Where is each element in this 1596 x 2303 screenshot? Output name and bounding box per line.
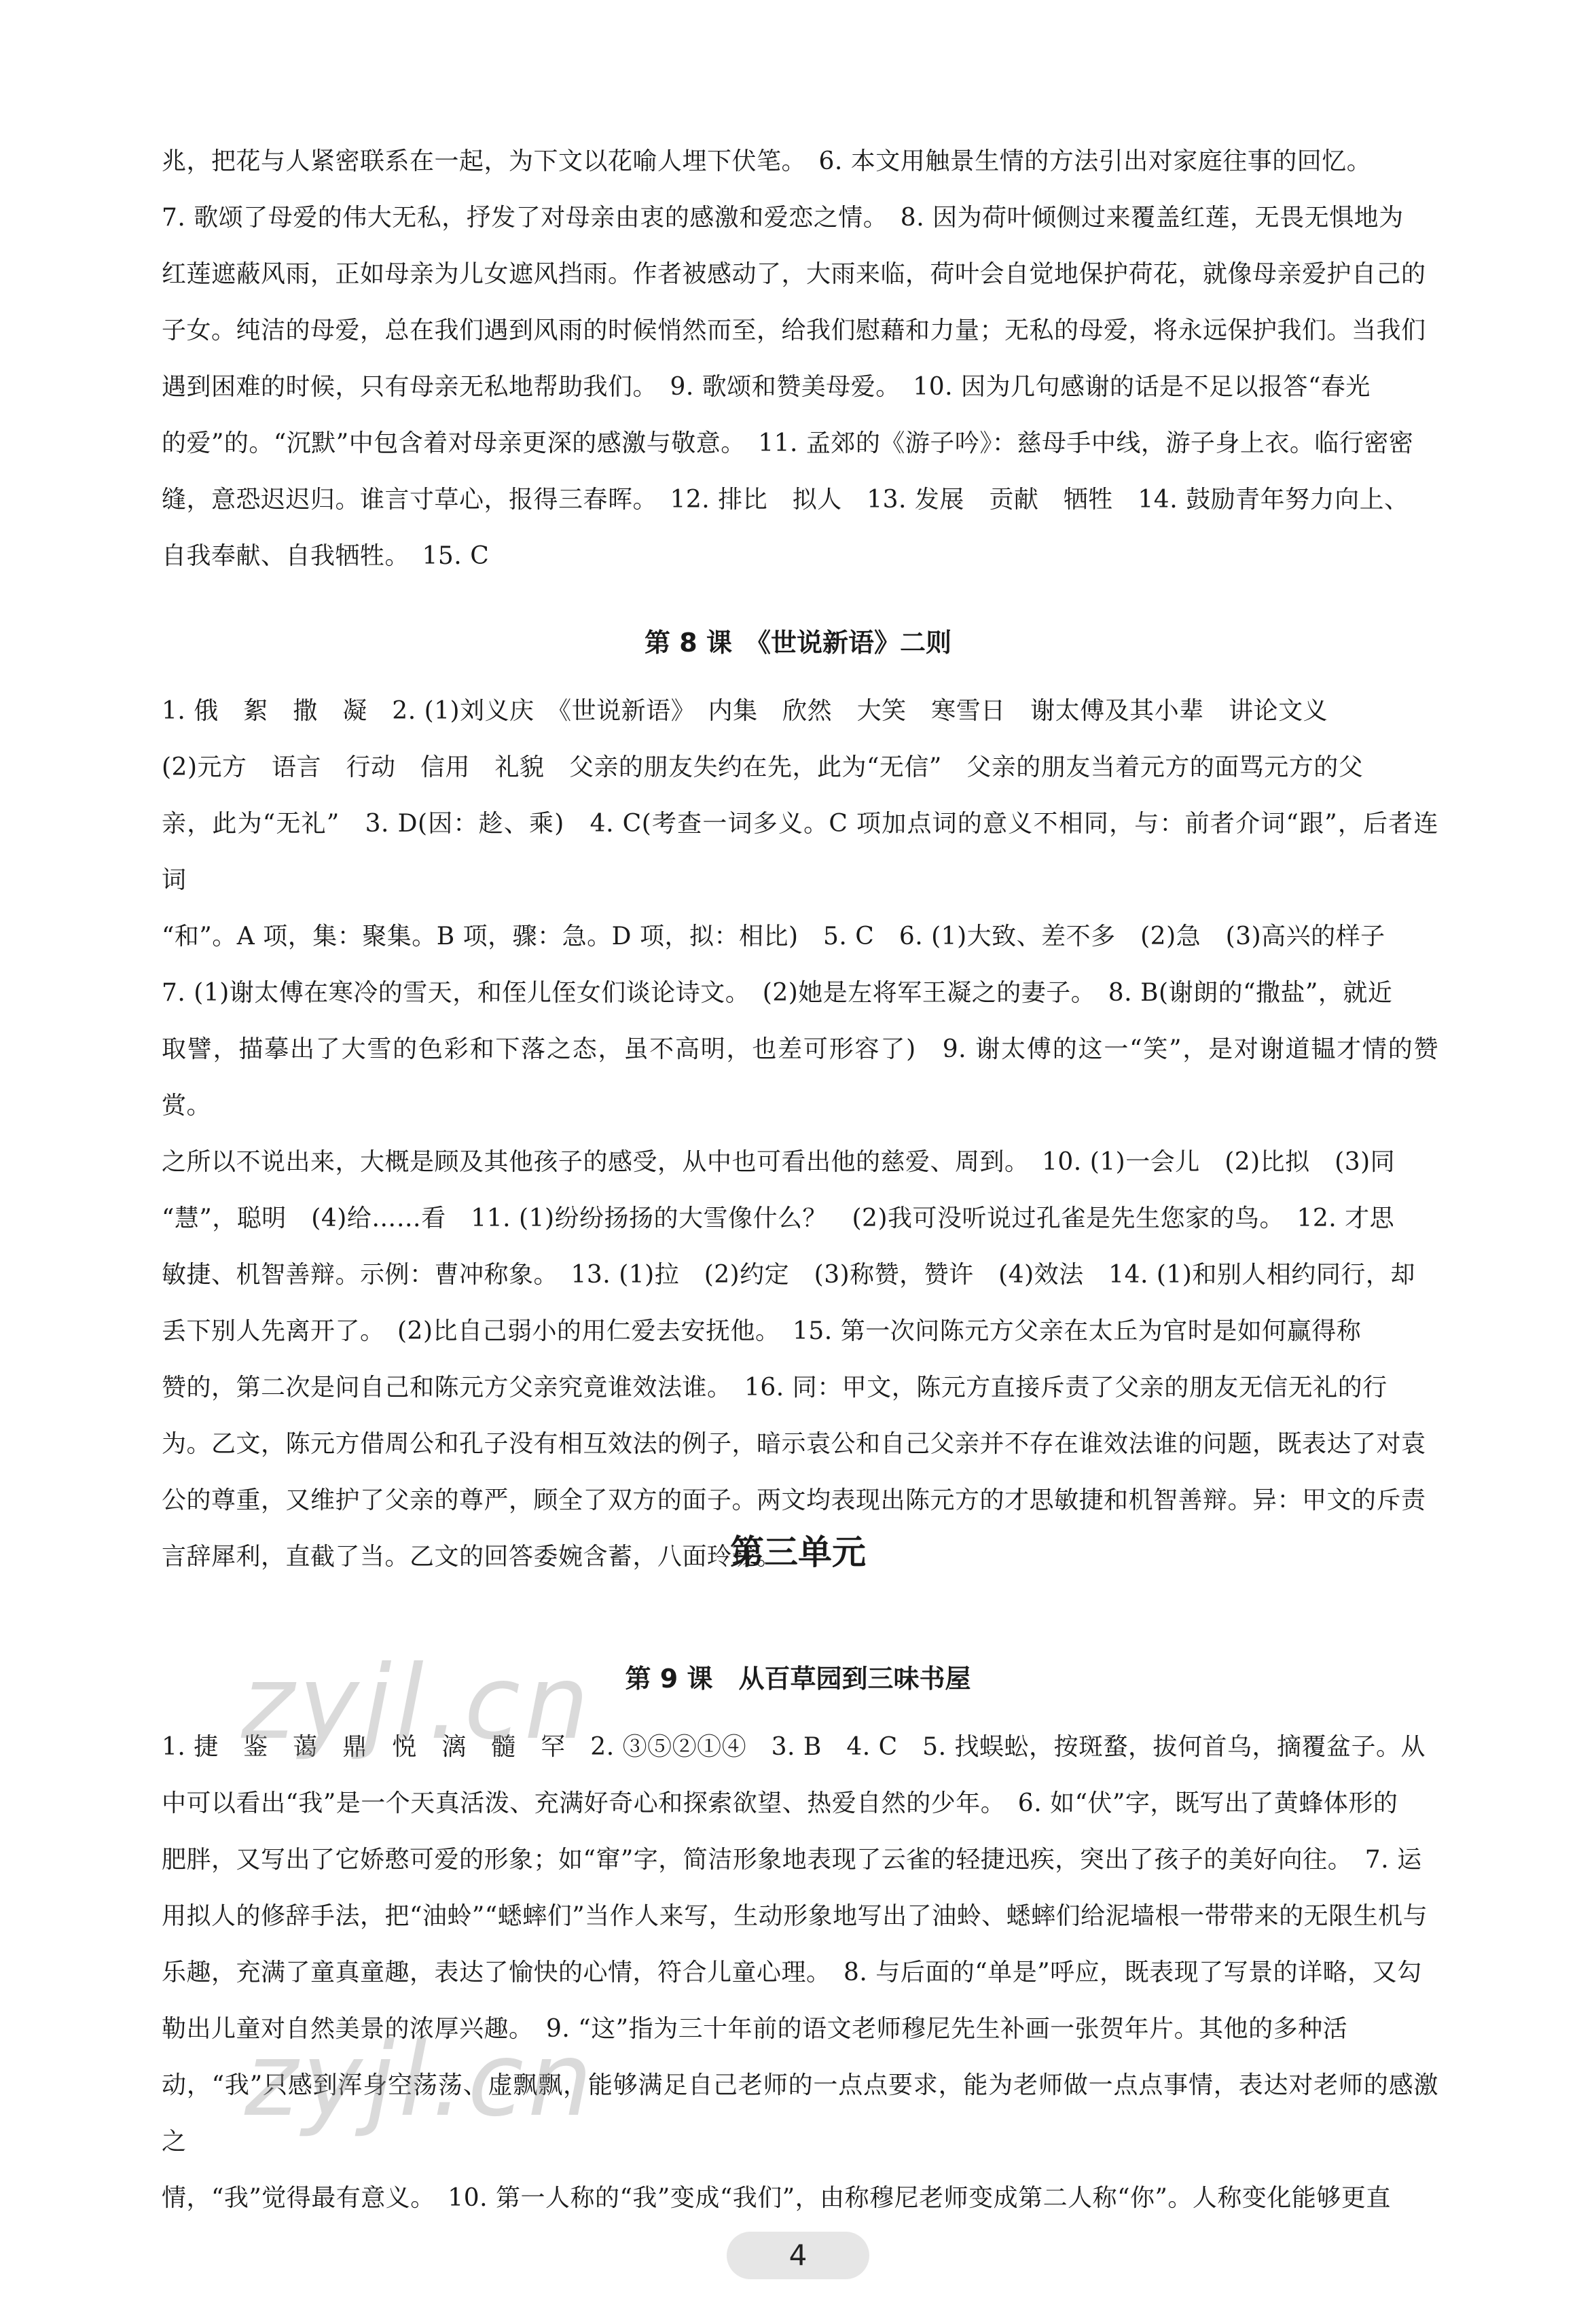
text-line: 亲，此为“无礼” 3. D(因：趁、乘) 4. C(考查一词多义。C 项加点词的意义不相同，与：前者介词“跟”，后者连词 (162, 810, 1438, 894)
text-line: 动，“我”只感到浑身空荡荡、虚飘飘，能够满足自己老师的一点点要求，能为老师做一点点事情，表达对老师的感激之 (162, 2071, 1438, 2156)
text-line: 7. 歌颂了母爱的伟大无私，抒发了对母亲由衷的感激和爱恋之情。 8. 因为荷叶倾侧过来覆盖红莲，无畏无惧地为 (162, 204, 1404, 232)
lesson-9-title: 第 9 课 从百草园到三味书屋 (625, 1664, 971, 1694)
text-line: 遇到困难的时候，只有母亲无私地帮助我们。 9. 歌颂和赞美母爱。 10. 因为几句感谢的话是不足以报答“春光 (162, 373, 1371, 401)
watermark: zyjl.cn (241, 1644, 594, 1762)
text-line: 乐趣，充满了童真童趣，表达了愉快的心情，符合儿童心理。 8. 与后面的“单是”呼应，既表现了写景的详略，又勾 (162, 1959, 1422, 1986)
text-line: 情，“我”觉得最有意义。 10. 第一人称的“我”变成“我们”，由称穆尼老师变成第二人称“你”。人称变化能够更直 (162, 2184, 1391, 2212)
text-line: (2)元方 语言 行动 信用 礼貌 父亲的朋友失约在先，此为“无信” 父亲的朋友当着元方的面骂元方的父 (162, 753, 1364, 781)
text-line: 缝，意恐迟迟归。谁言寸草心，报得三春晖。 12. 排比 拟人 13. 发展 贡献 牺牲 14. 鼓励青年努力向上、 (162, 486, 1409, 514)
text-line: “慧”，聪明 (4)给……看 11. (1)纷纷扬扬的大雪像什么？ (2)我可没听说过孔雀是先生您家的鸟。 12. 才思 (162, 1204, 1395, 1232)
text-line: 子女。纯洁的母爱，总在我们遇到风雨的时候悄然而至，给我们慰藉和力量；无私的母爱，将永远保护我们。当我们 (162, 317, 1426, 344)
unit-3-title: 第三单元 (730, 1533, 866, 1572)
text-line: 7. (1)谢太傅在寒冷的雪天，和侄儿侄女们谈论诗文。 (2)她是左将军王凝之的妻子。 8. B(谢朗的“撒盐”，就近 (162, 979, 1393, 1007)
lesson-8-answers (162, 683, 1438, 1585)
text-line: 1. 俄 絮 撒 凝 2. (1)刘义庆 《世说新语》 内集 欣然 大笑 寒雪日 谢太傅及其小辈 讲论文义 (162, 697, 1328, 725)
text-line: 言辞犀利，直截了当。乙文的回答委婉含蓄，八面玲珑。 (162, 1543, 782, 1571)
text-line: 自我奉献、自我牺牲。 15. C (162, 542, 490, 570)
text-line: “和”。A 项，集：聚集。B 项，骤：急。D 项，拟：相比) 5. C 6. (1)大致、差不多 (2)急 (3)高兴的样子 (162, 923, 1385, 950)
text-line: 中可以看出“我”是一个天真活泼、充满好奇心和探索欲望、热爱自然的少年。 6. 如“伏”字，既写出了黄蜂体形的 (162, 1789, 1398, 1817)
text-line: 兆，把花与人紧密联系在一起，为下文以花喻人埋下伏笔。 6. 本文用触景生情的方法引出对家庭往事的回忆。 (162, 147, 1372, 175)
text-line: 赞的，第二次是问自己和陈元方父亲究竟谁效法谁。 16. 同：甲文，陈元方直接斥责了父亲的朋友无信无礼的行 (162, 1374, 1388, 1402)
text-line: 红莲遮蔽风雨，正如母亲为儿女遮风挡雨。作者被感动了，大雨来临，荷叶会自觉地保护荷花，就像母亲爱护自己的 (162, 260, 1426, 288)
text-line: 的爱”的。“沉默”中包含着对母亲更深的感激与敬意。 11. 孟郊的《游子吟》：慈母手中线，游子身上衣。临行密密 (162, 429, 1414, 457)
text-line: 肥胖，又写出了它娇憨可爱的形象；如“窜”字，简洁形象地表现了云雀的轻捷迅疾，突出了孩子的美好向往。 7. 运 (162, 1846, 1422, 1874)
text-line: 1. 捷 鉴 蔼 鼎 悦 漓 髓 罕 2. ③⑤②①④ 3. B 4. C 5. 找蜈蚣，按斑蝥，拔何首乌，摘覆盆子。从 (162, 1733, 1426, 1761)
watermark: zyjl.cn (244, 2021, 597, 2139)
text-line: 勒出儿童对自然美景的浓厚兴趣。 9. “这”指为三十年前的语文老师穆尼先生补画一张贺年片。其他的多种活 (162, 2015, 1348, 2043)
intro-answers (162, 133, 1438, 584)
page-number: 4 (727, 2232, 869, 2279)
lesson-9-answers (162, 1719, 1438, 2226)
text-line: 为。乙文，陈元方借周公和孔子没有相互效法的例子，暗示袁公和自己父亲并不存在谁效法谁的问题，既表达了对袁 (162, 1430, 1426, 1458)
text-line: 用拟人的修辞手法，把“油蛉”“蟋蟀们”当作人来写，生动形象地写出了油蛉、蟋蟀们给泥墙根一带带来的无限生机与 (162, 1902, 1428, 1930)
text-line: 取譬，描摹出了大雪的色彩和下落之态，虽不高明，也差可形容了) 9. 谢太傅的这一“笑”，是对谢道韫才情的赞赏。 (162, 1035, 1438, 1120)
text-line: 丢下别人先离开了。 (2)比自己弱小的用仁爱去安抚他。 15. 第一次问陈元方父亲在太丘为官时是如何赢得称 (162, 1317, 1362, 1345)
text-line: 敏捷、机智善辩。示例：曹冲称象。 13. (1)拉 (2)约定 (3)称赞，赞许 (4)效法 14. (1)和别人相约同行，却 (162, 1261, 1415, 1289)
text-line: 公的尊重，又维护了父亲的尊严，顾全了双方的面子。两文均表现出陈元方的才思敏捷和机智善辩。异：甲文的斥责 (162, 1486, 1426, 1514)
lesson-8-title: 第 8 课 《世说新语》二则 (645, 628, 951, 658)
text-line: 之所以不说出来，大概是顾及其他孩子的感受，从中也可看出他的慈爱、周到。 10. (1)一会儿 (2)比拟 (3)同 (162, 1148, 1396, 1176)
